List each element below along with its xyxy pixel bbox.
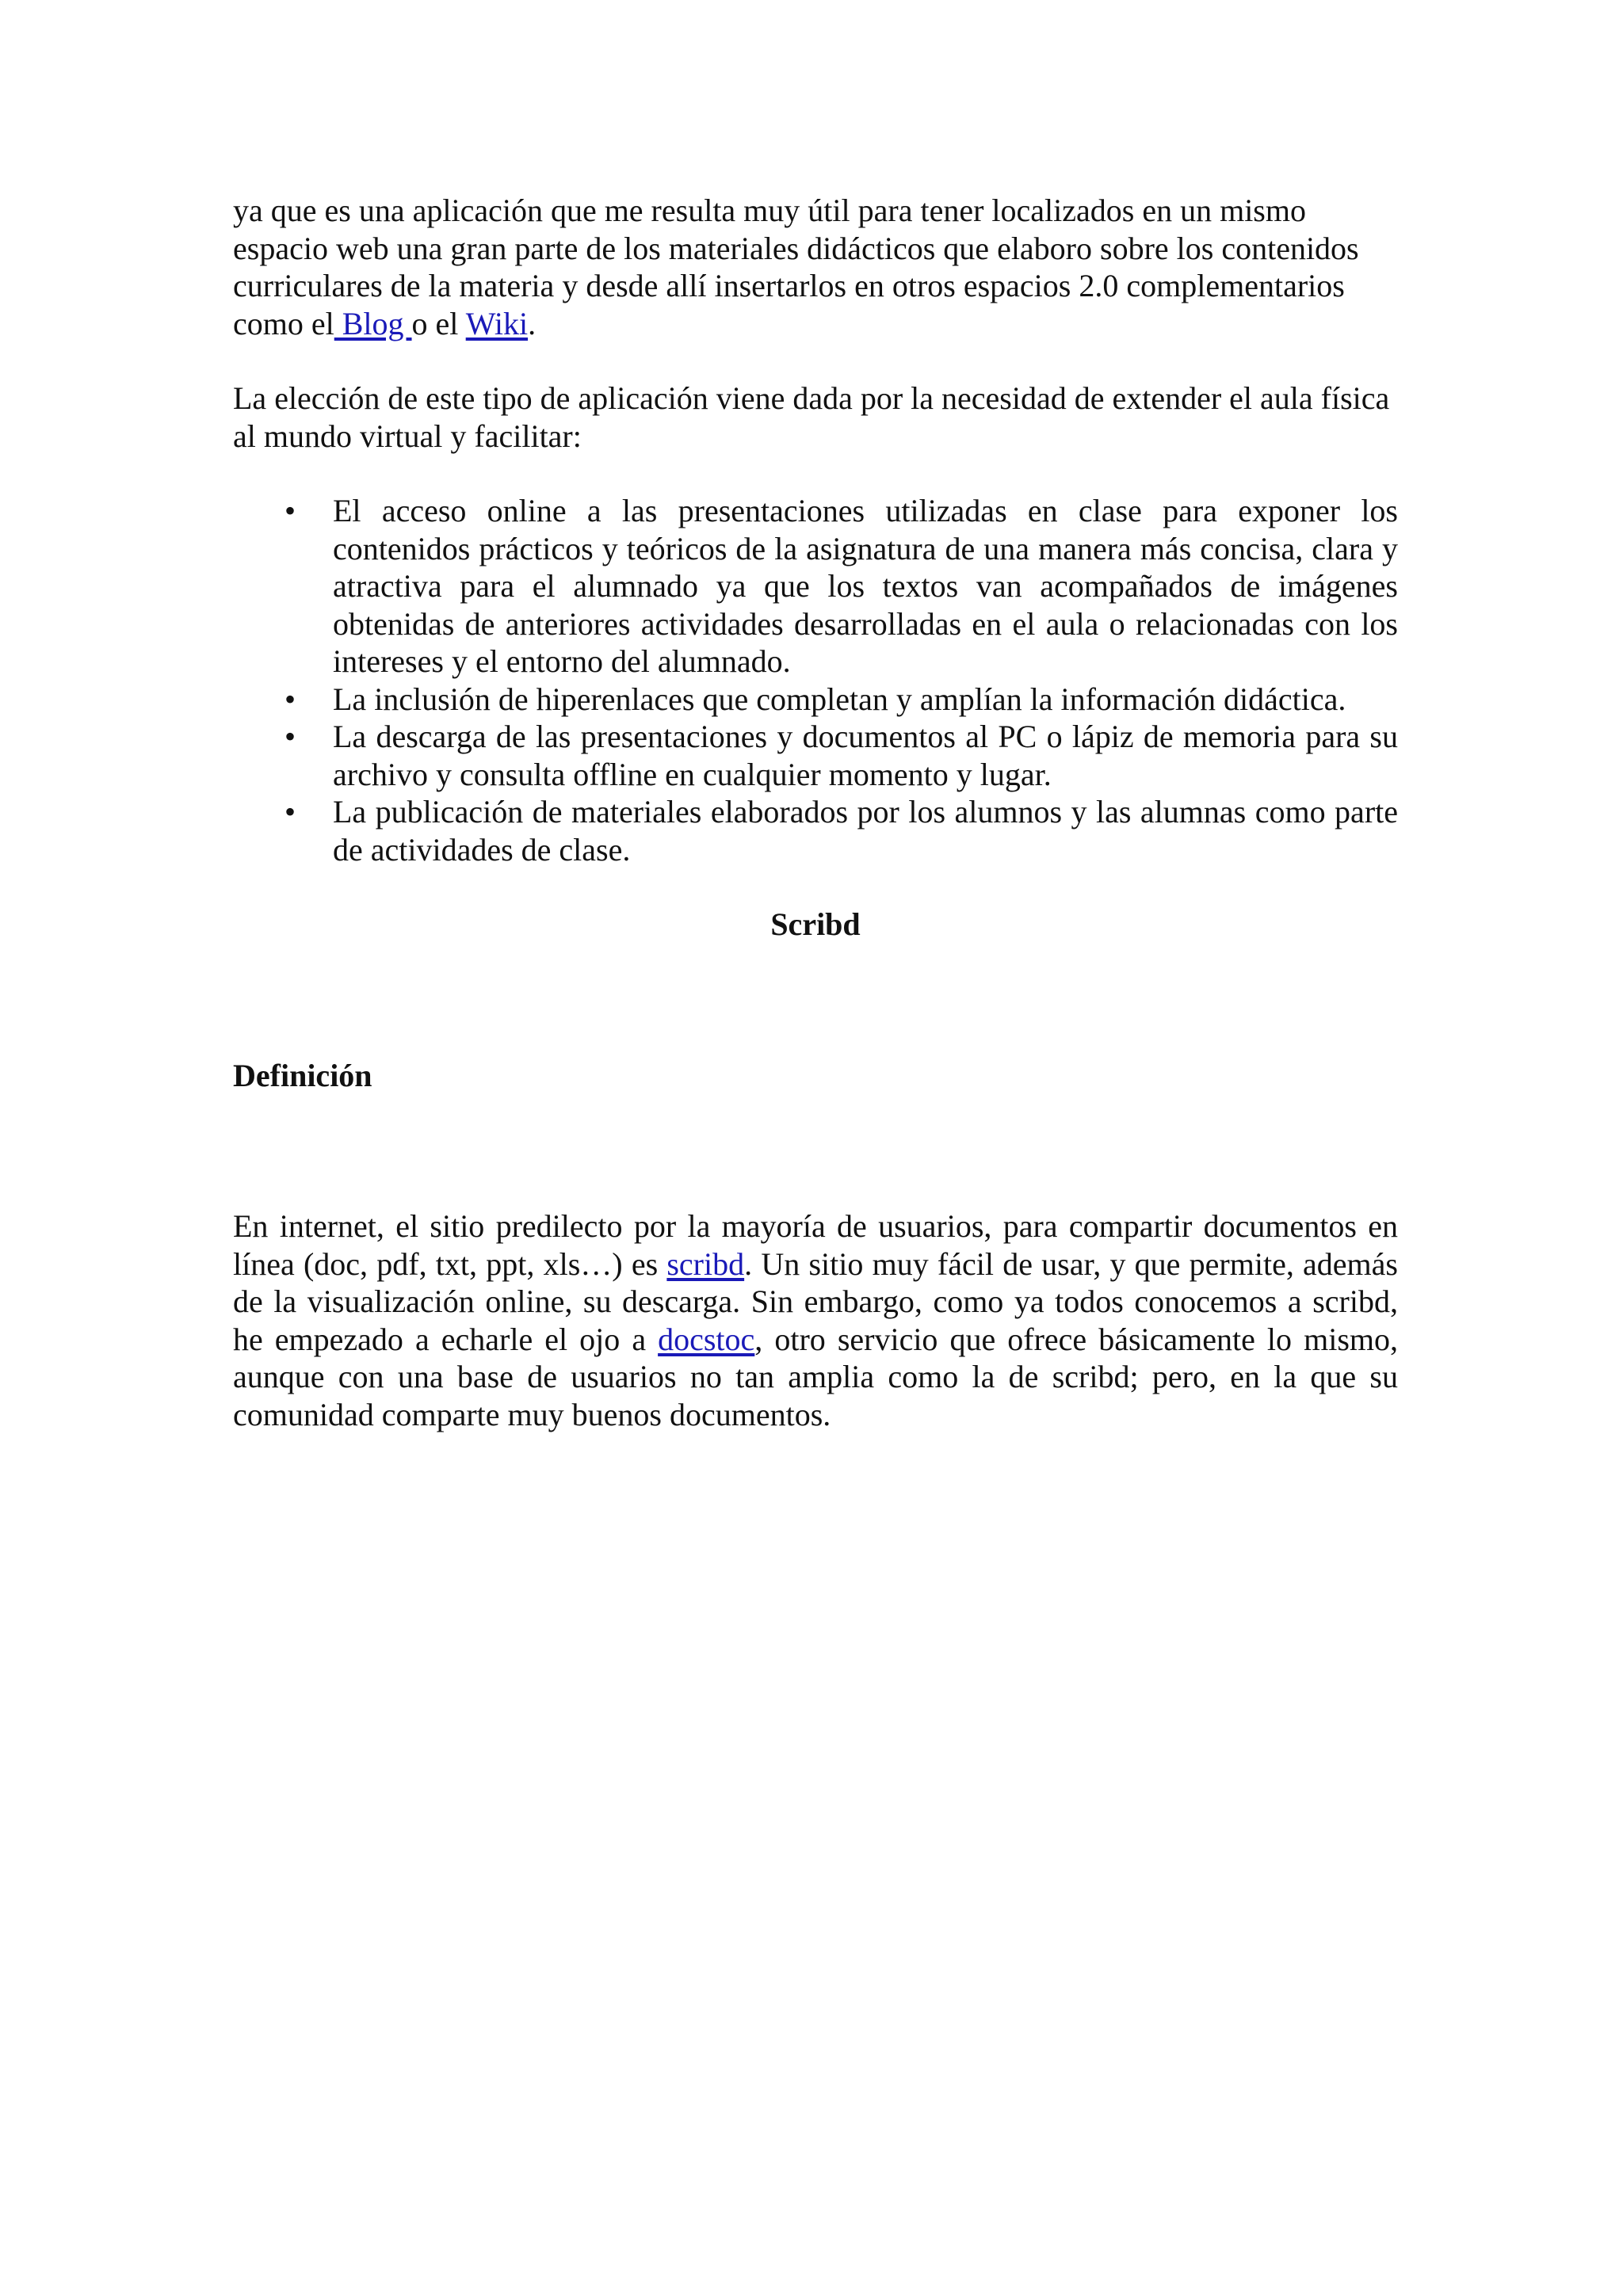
definition-heading: Definición [233,1057,372,1093]
bullet-icon: • [284,719,296,754]
docstoc-link[interactable]: docstoc [658,1321,755,1357]
scribd-link[interactable]: scribd [666,1245,745,1282]
document-body [233,192,1398,1433]
intro-text-end: . [528,305,537,341]
choice-paragraph: La elección de este tipo de aplicación viene dada por la necesidad de extender el aula física al mundo virtual y facilitar: [233,380,1390,454]
list-item-text: El acceso online a las presentaciones utilizadas en clase para exponer los contenidos prácticos y teóricos de la asignatura de una manera más concisa, clara y atractiva para el alumnado ya que los textos van acompañados de imágenes obtenidas de anteriores actividades desarrolladas en el aula o relacionadas con los intereses y el entorno del alumnado. [333,493,1398,679]
bullet-icon: • [284,493,296,528]
intro-text: ya que es una aplicación que me resulta muy útil para tener localizados en un mismo espacio web una gran parte de los materiales didácticos que elaboro sobre los contenidos curriculares de la materia y desde allí insertarlos en otros espacios 2.0 complementarios como el [233,193,1359,341]
spacer [233,868,1398,906]
bullet-icon: • [284,681,296,717]
wiki-link[interactable]: Wiki [465,305,529,341]
intro-paragraph [233,192,1398,342]
list-item [233,718,1398,793]
scribd-heading: Scribd [770,906,861,942]
definition-text: . Un sitio muy fácil de usar, y que permite, además de la visualización online, su descarga. Sin embargo, como ya todos conocemos a scribd, he empezado a echarle el ojo a [233,1245,1398,1357]
intro-text-between: o el [411,305,466,341]
list-item-text: La publicación de materiales elaborados por los alumnos y las alumnas como parte de actividades de clase. [333,794,1398,868]
blog-link[interactable]: Blog [334,305,412,341]
list-item [233,793,1398,868]
spacer [233,455,1398,492]
list-item-text: La inclusión de hiperenlaces que completan y amplían la información didáctica. [333,681,1346,717]
bullet-list [233,492,1398,868]
list-item [233,681,1398,719]
spacer [233,944,1398,1057]
list-item [233,492,1398,681]
spacer [233,1094,1398,1207]
definition-text: En internet, el sitio predilecto por la mayoría de usuarios, para compartir documentos en línea (doc, pdf, txt, ppt, xls…) es [233,1208,1398,1282]
list-item-text: La descarga de las presentaciones y documentos al PC o lápiz de memoria para su archivo y consulta offline en cualquier momento y lugar. [333,719,1398,792]
definition-paragraph [233,1207,1398,1433]
bullet-icon: • [284,794,296,830]
spacer [233,342,1398,379]
definition-text: , otro servicio que ofrece básicamente lo mismo, aunque con una base de usuarios no tan amplia como la de scribd; pero, en la que su comunidad comparte muy buenos documentos. [233,1321,1398,1432]
